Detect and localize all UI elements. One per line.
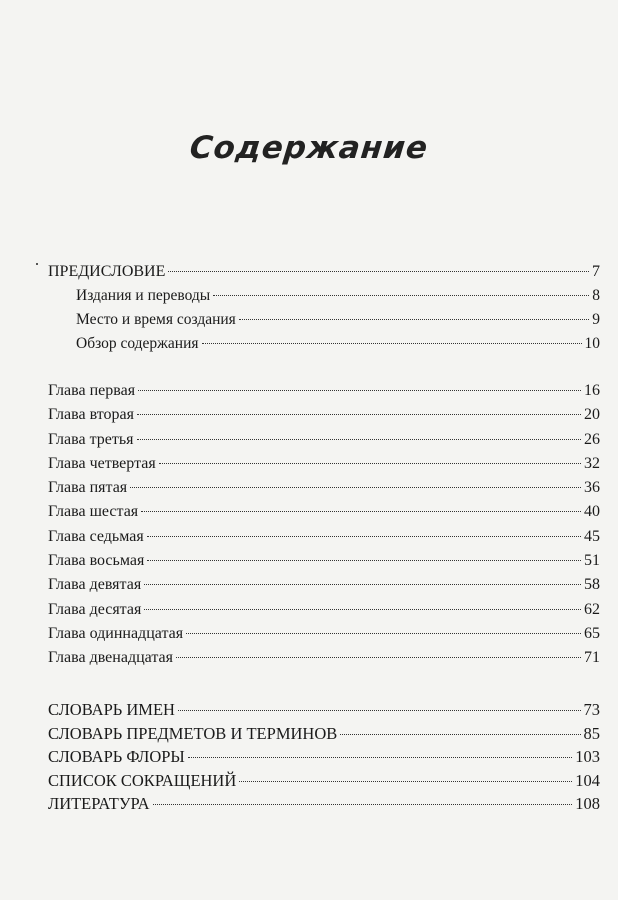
dot-leader bbox=[168, 271, 589, 272]
dot-leader bbox=[137, 439, 581, 440]
toc-entry-appendix[interactable] bbox=[48, 724, 600, 748]
toc-entry-page: 103 bbox=[575, 747, 600, 766]
toc-entry-page: 32 bbox=[584, 454, 600, 472]
toc-entry-sub[interactable] bbox=[48, 335, 600, 359]
toc-entry-page: 26 bbox=[584, 430, 600, 448]
toc-entry-page: 8 bbox=[592, 287, 600, 304]
toc-entry-chapter[interactable] bbox=[48, 431, 600, 455]
toc-entry-label: Глава четвертая bbox=[48, 454, 156, 472]
toc-entry-label: Глава восьмая bbox=[48, 552, 145, 570]
toc-entry-page: 40 bbox=[584, 503, 600, 521]
toc-entry-page: 45 bbox=[584, 527, 600, 545]
dot-leader bbox=[159, 463, 581, 464]
toc-entry-chapter[interactable] bbox=[48, 601, 600, 625]
toc-entry-page: 9 bbox=[592, 311, 600, 328]
toc-preface-section bbox=[48, 263, 600, 359]
toc-entry-label: ЛИТЕРАТУРА bbox=[48, 794, 150, 813]
toc-entry-page: 108 bbox=[575, 794, 600, 813]
toc-entry-chapter[interactable] bbox=[48, 479, 600, 503]
toc-entry-page: 7 bbox=[592, 263, 600, 280]
toc-entry-label: Глава первая bbox=[48, 382, 136, 399]
toc-entry-page: 62 bbox=[584, 600, 600, 618]
toc-entry-label: СЛОВАРЬ ИМЕН bbox=[48, 700, 175, 719]
toc-entry-page: 16 bbox=[584, 382, 600, 399]
toc-entry-page: 51 bbox=[584, 552, 600, 570]
toc-entry-label: СПИСОК СОКРАЩЕНИЙ bbox=[48, 770, 237, 790]
dot-leader bbox=[138, 390, 581, 391]
toc-chapters-section bbox=[48, 382, 600, 674]
dot-leader bbox=[153, 804, 573, 805]
toc-entry-appendix[interactable] bbox=[48, 771, 600, 795]
toc-entry-chapter[interactable] bbox=[48, 552, 600, 576]
dot-leader bbox=[340, 734, 580, 735]
toc-entry-label: Обзор содержания bbox=[76, 335, 199, 352]
toc-entry-sub[interactable] bbox=[48, 311, 600, 335]
toc-entry-label: Место и время создания bbox=[76, 311, 236, 328]
toc-entry-page: 10 bbox=[584, 335, 600, 352]
toc-appendices-section bbox=[48, 700, 600, 818]
dot-leader bbox=[202, 343, 582, 344]
toc-entry-label: ПРЕДИСЛОВИЕ bbox=[48, 263, 166, 280]
dot-leader bbox=[239, 319, 589, 320]
dot-leader bbox=[188, 757, 572, 758]
dot-leader bbox=[239, 781, 572, 782]
toc-entry-label: Глава девятая bbox=[48, 576, 142, 594]
toc-entry-page: 36 bbox=[584, 479, 600, 497]
dot-leader bbox=[137, 414, 581, 415]
toc-entry-label: Глава десятая bbox=[48, 600, 142, 618]
toc-entry-sub[interactable] bbox=[48, 287, 600, 311]
toc-entry-page: 20 bbox=[584, 406, 600, 424]
toc-entry-page: 71 bbox=[584, 649, 600, 667]
toc-entry-label: Глава шестая bbox=[48, 503, 139, 521]
toc-entry-chapter[interactable] bbox=[48, 455, 600, 479]
toc-entry-chapter[interactable] bbox=[48, 649, 600, 673]
toc-entry-label: Глава третья bbox=[48, 430, 134, 448]
toc-entry-label: Глава вторая bbox=[48, 406, 134, 424]
toc-entry-preface[interactable] bbox=[48, 263, 600, 287]
toc-entry-page: 73 bbox=[583, 700, 600, 719]
dot-leader bbox=[147, 560, 581, 561]
toc-entry-chapter[interactable] bbox=[48, 576, 600, 600]
dot-leader bbox=[178, 710, 581, 711]
scan-speck bbox=[36, 263, 38, 265]
toc-entry-page: 104 bbox=[575, 770, 600, 790]
toc-entry-appendix[interactable] bbox=[48, 747, 600, 771]
toc-entry-label: СЛОВАРЬ ФЛОРЫ bbox=[48, 747, 185, 766]
toc-entry-chapter[interactable] bbox=[48, 528, 600, 552]
toc-entry-page: 58 bbox=[584, 576, 600, 594]
toc-entry-chapter[interactable] bbox=[48, 382, 600, 406]
toc-entry-label: Издания и переводы bbox=[76, 287, 211, 304]
toc-entry-chapter[interactable] bbox=[48, 625, 600, 649]
dot-leader bbox=[147, 536, 581, 537]
dot-leader bbox=[213, 295, 589, 296]
dot-leader bbox=[144, 584, 581, 585]
page-title: Содержание bbox=[187, 130, 431, 166]
toc-entry-appendix[interactable] bbox=[48, 794, 600, 818]
dot-leader bbox=[144, 609, 581, 610]
toc-entry-appendix[interactable] bbox=[48, 700, 600, 724]
toc-entry-label: СЛОВАРЬ ПРЕДМЕТОВ И ТЕРМИНОВ bbox=[48, 723, 338, 743]
dot-leader bbox=[141, 511, 581, 512]
dot-leader bbox=[130, 487, 581, 488]
toc-entry-chapter[interactable] bbox=[48, 503, 600, 527]
toc-entry-label: Глава двенадцатая bbox=[48, 649, 173, 667]
toc-entry-page: 65 bbox=[584, 624, 600, 642]
toc-entry-label: Глава пятая bbox=[48, 479, 128, 497]
toc-entry-page: 85 bbox=[583, 723, 600, 743]
toc-entry-label: Глава одиннадцатая bbox=[48, 624, 184, 642]
dot-leader bbox=[186, 633, 581, 634]
toc-entry-chapter[interactable] bbox=[48, 406, 600, 430]
dot-leader bbox=[176, 657, 581, 658]
toc-entry-label: Глава седьмая bbox=[48, 527, 144, 545]
